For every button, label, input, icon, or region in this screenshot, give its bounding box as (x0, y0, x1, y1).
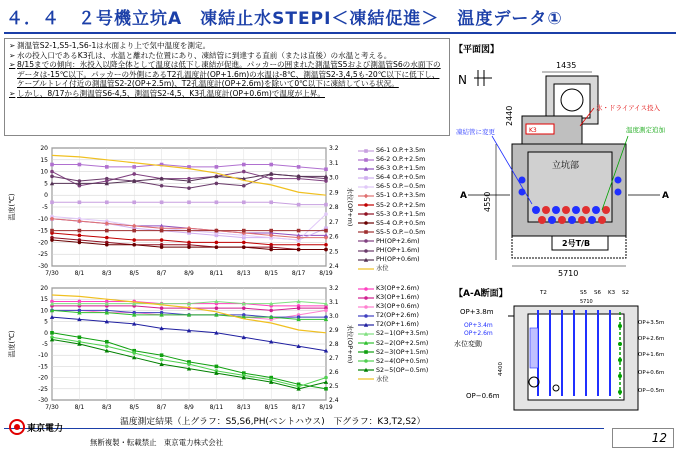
legend-marker (364, 221, 368, 225)
x-tick-label: 8/7 (156, 270, 167, 277)
x-tick-label: 8/1 (74, 270, 85, 277)
legend-swatch (358, 202, 374, 208)
data-point (242, 170, 246, 174)
op-06: OP+0.6m (638, 370, 665, 376)
y2-tick-label: 2.9 (329, 327, 339, 334)
note-2: ➢ 水の投入口であるK3孔は、水温と離れた位置にあり、凍結管に到達する直前（または直後）の水温と考える。 (9, 50, 392, 60)
y-tick-label: -25 (38, 251, 48, 259)
data-point (215, 182, 219, 186)
section-dim-top: 5710 (580, 299, 593, 305)
data-point (160, 238, 164, 242)
y-tick-label: 10 (40, 307, 48, 315)
company-logo (8, 417, 74, 443)
legend-label: PH(OP+2.6m) (376, 237, 420, 245)
legend-item (358, 201, 425, 210)
upper-chart-legend (358, 146, 425, 273)
legend-swatch (358, 322, 374, 328)
data-point (324, 387, 328, 391)
y-tick-label: -15 (38, 227, 48, 235)
y-tick-label: 0 (44, 192, 48, 200)
x-tick-label: 8/17 (291, 270, 306, 277)
data-point (269, 163, 273, 167)
x-tick-label: 8/9 (184, 270, 194, 277)
y2-tick-label: 3.2 (329, 145, 339, 152)
k3-label: K3 (529, 127, 537, 134)
data-point (242, 163, 246, 167)
water-label: 水位変動 (454, 340, 482, 348)
data-point (297, 248, 301, 252)
legend-marker (364, 203, 368, 207)
svg-text:N: N (458, 73, 467, 87)
data-point (324, 167, 328, 171)
data-point (78, 234, 82, 238)
legend-item (358, 311, 428, 320)
x-tick-label: 8/3 (101, 270, 112, 277)
dim-width: 5710 (558, 269, 579, 278)
section-label-s2: S2 (622, 290, 629, 296)
data-point (215, 306, 219, 310)
legend-swatch (358, 148, 374, 154)
data-point (105, 236, 109, 240)
legend-swatch (358, 376, 374, 382)
data-point (324, 229, 328, 233)
y2-tick-label: 2.4 (329, 263, 339, 270)
legend-label: S6-5 O.P.−0.5m (376, 183, 426, 191)
data-point (242, 200, 246, 204)
x-tick-label: 8/13 (237, 404, 251, 411)
data-point (50, 238, 54, 242)
svg-text:東京電力: 東京電力 (27, 424, 64, 434)
data-point (269, 177, 273, 181)
note-4: ➢ しかし、8/17から測温管S6-4,5、測温管S2-4,5、K3孔温度計(OP+0.6m)で温度が上昇。 (9, 88, 325, 98)
footer-rule (4, 428, 604, 429)
x-tick-label: 7/30 (45, 404, 59, 411)
legend-item (358, 164, 425, 173)
data-point (215, 229, 219, 233)
legend-label: S2−1(OP+3.5m) (376, 330, 429, 338)
y2-tick-label: 3.2 (329, 285, 339, 292)
legend-label: PH(OP+0.6m) (376, 256, 420, 264)
legend-marker (364, 158, 368, 162)
data-point (187, 229, 191, 233)
legend-item (358, 146, 425, 155)
legend-item (358, 339, 428, 348)
data-point (215, 365, 219, 369)
legend-marker (364, 212, 368, 216)
legend-marker (364, 176, 368, 180)
y2-axis-label: 水位(OP+m) (346, 187, 354, 227)
y-tick-label: -5 (42, 204, 48, 211)
legend-item (358, 155, 425, 164)
op-left-ann1: OP+3.4m (464, 322, 493, 329)
data-point (160, 200, 164, 204)
y2-tick-label: 2.9 (329, 189, 339, 197)
legend-swatch (358, 257, 374, 263)
legend-item (358, 348, 428, 357)
legend-swatch (358, 313, 374, 319)
legend-item (358, 182, 425, 191)
section-label-t2: T2 (540, 290, 547, 296)
data-point (105, 177, 109, 181)
legend-label: S2−2(OP+2.5m) (376, 339, 429, 347)
legend-swatch (358, 193, 374, 199)
op-26: OP+2.6m (638, 336, 665, 342)
x-tick-label: 8/15 (264, 404, 278, 411)
legend-marker (364, 194, 369, 199)
data-point (187, 200, 191, 204)
y2-axis-label: 水位(OP+m) (346, 324, 354, 364)
y-tick-label: 20 (40, 145, 48, 152)
data-point (105, 340, 109, 344)
y-axis-label: 温度(℃) (8, 330, 16, 358)
op-top: OP+3.8m (460, 308, 494, 316)
data-point (132, 243, 136, 247)
legend-swatch (358, 358, 374, 364)
dim-left: 2440 (505, 105, 514, 126)
data-point (50, 170, 54, 174)
x-tick-label: 8/13 (237, 270, 251, 277)
op-35: OP+3.5m (638, 320, 665, 326)
legend-label: S6-2 O.P.+2.5m (376, 156, 426, 164)
data-point (215, 165, 219, 169)
legend-item (358, 375, 428, 384)
y-tick-label: -5 (42, 341, 48, 348)
legend-marker (364, 149, 368, 153)
legend-marker (364, 231, 368, 235)
y-tick-label: 20 (40, 285, 48, 292)
legend-label: K3(OP+1.6m) (376, 294, 420, 302)
legend-label: 水位 (376, 265, 389, 273)
y-tick-label: -15 (38, 363, 48, 371)
legend-swatch (358, 211, 374, 217)
data-point (105, 200, 109, 204)
legend-swatch (358, 175, 374, 181)
legend-item (358, 293, 428, 302)
data-point (215, 245, 219, 249)
x-tick-label: 8/15 (264, 270, 278, 277)
legend-swatch (358, 295, 374, 301)
legend-label: S5-1 O.P.+3.5m (376, 192, 426, 200)
data-point (132, 351, 136, 355)
y2-tick-label: 2.4 (329, 397, 339, 404)
data-point (160, 245, 164, 249)
y-tick-label: 5 (44, 180, 48, 188)
x-tick-label: 8/5 (129, 270, 140, 277)
plan-view-diagram (452, 40, 676, 282)
legend-item (358, 329, 428, 338)
data-point (105, 243, 109, 247)
note-freeze: 凍結管に変更 (456, 128, 495, 136)
data-point (242, 184, 246, 188)
legend-item (358, 320, 428, 329)
data-point (297, 243, 301, 247)
data-point (50, 163, 54, 167)
legend-item (358, 191, 425, 200)
notes-box (4, 38, 450, 136)
legend-swatch (358, 266, 374, 272)
data-point (215, 200, 219, 204)
data-point (269, 229, 273, 233)
data-point (78, 241, 82, 245)
data-point (324, 376, 328, 380)
legend-item (358, 284, 428, 293)
legend-swatch (358, 340, 374, 346)
note-3: ➢ 8/15までの傾向：氷投入以降全体として温度は低下し凍結が促進。パッカーの囲まれた測温管S5および測温管S6の水面下のデータは-15℃以下。パッカーの外側にあるT2孔温度計(OP+1.6m)の水温は-8℃、測温管S2-3,4,5も-20℃以下に低下し、ケーブルトレイ付近の測温管S2-2(OP+2.5m)、T2孔温度計(OP+2.6m)を除いて0℃以下に凍結している状況。 (9, 60, 441, 89)
data-point (297, 165, 301, 169)
x-tick-label: 8/1 (74, 404, 85, 411)
legend-label: K3(OP+0.6m) (376, 303, 420, 311)
x-tick-label: 8/17 (291, 404, 306, 411)
note-1: ➢ 測温管S2-1,S5-1,S6-1は水面より上で気中温度を測定。 (9, 41, 211, 50)
data-point (187, 362, 191, 366)
north-arrow (458, 70, 492, 87)
data-point (324, 248, 328, 252)
data-point (242, 245, 246, 249)
data-point (269, 248, 273, 252)
data-point (160, 184, 164, 188)
data-point (50, 229, 54, 233)
data-point (105, 165, 109, 169)
legend-marker (364, 305, 368, 309)
legend-item (358, 255, 425, 264)
legend-marker (364, 296, 368, 300)
legend-item (358, 357, 428, 366)
y2-tick-label: 2.7 (329, 355, 339, 362)
legend-label: S5-4 O.P.+0.5m (376, 219, 426, 227)
section-label-k3: K3 (608, 290, 616, 296)
legend-item (358, 210, 425, 219)
section-a-left: A (460, 191, 467, 201)
legend-item (358, 219, 425, 228)
legend-label: S5-3 O.P.+1.5m (376, 210, 426, 218)
data-point (105, 229, 109, 233)
data-point (160, 358, 164, 362)
legend-label: S2−3(OP+1.5m) (376, 348, 429, 356)
legend-marker (364, 359, 368, 363)
data-point (324, 203, 328, 207)
y-axis-label: 温度(℃) (8, 193, 16, 221)
y2-tick-label: 2.5 (329, 248, 339, 256)
data-point (105, 344, 109, 348)
data-point (160, 306, 164, 310)
y2-tick-label: 3.0 (329, 313, 339, 320)
data-point (50, 175, 54, 179)
legend-label: 水位 (376, 375, 389, 383)
data-point (297, 306, 301, 310)
legend-label: S2−5(OP−0.5m) (376, 366, 429, 374)
legend-swatch (358, 349, 374, 355)
data-point (324, 243, 328, 247)
legend-marker (364, 314, 368, 318)
data-point (78, 229, 82, 233)
data-point (297, 203, 301, 207)
legend-marker (364, 350, 368, 354)
legend-marker (364, 240, 368, 244)
title-underline (4, 32, 676, 34)
x-tick-label: 8/19 (319, 270, 333, 277)
legend-item (358, 264, 425, 273)
legend-swatch (358, 248, 374, 254)
data-point (242, 229, 246, 233)
legend-swatch (358, 184, 374, 190)
y2-tick-label: 2.5 (329, 383, 339, 390)
y-tick-label: 15 (40, 296, 48, 304)
op-left-ann2: OP+2.6m (464, 330, 493, 337)
note-ice: 氷・ドライアイス投入 (596, 104, 660, 112)
dim-top: 1435 (556, 61, 577, 70)
y2-tick-label: 2.6 (329, 369, 339, 376)
section-view-diagram (452, 286, 676, 424)
y-tick-label: -10 (38, 352, 48, 360)
y-tick-label: 0 (44, 329, 48, 337)
legend-label: K3(OP+2.6m) (376, 285, 420, 292)
legend-item (358, 246, 425, 255)
x-tick-label: 8/19 (319, 404, 333, 411)
legend-swatch (358, 238, 374, 244)
op-16: OP+1.6m (638, 352, 665, 358)
data-point (324, 212, 328, 216)
legend-label: PH(OP+1.6m) (376, 247, 420, 255)
footer-notice: 無断複製・転載禁止 東京電力株式会社 (90, 438, 224, 447)
y2-tick-label: 2.8 (329, 341, 339, 348)
y-tick-label: -20 (38, 374, 48, 382)
y-tick-label: -20 (38, 239, 48, 247)
data-point (187, 245, 191, 249)
y-tick-label: -30 (38, 397, 48, 404)
plan-title: 【平面図】 (454, 45, 500, 55)
legend-label: T2(OP+1.6m) (376, 321, 419, 329)
y2-tick-label: 2.6 (329, 233, 339, 241)
data-point (269, 309, 273, 313)
data-point (50, 200, 54, 204)
x-tick-label: 8/11 (209, 404, 224, 411)
upper-temperature-chart (4, 142, 352, 280)
legend-item (358, 366, 428, 375)
section-title: 【A-A断面】 (454, 289, 508, 299)
note-temp: 温度測定追加 (626, 126, 665, 134)
y-tick-label: 5 (44, 318, 48, 326)
op-bottom: OP−0.6m (466, 392, 500, 400)
data-point (132, 172, 136, 176)
legend-swatch (358, 157, 374, 163)
data-point (78, 200, 82, 204)
data-point (50, 331, 54, 335)
legend-swatch (358, 229, 374, 235)
data-point (187, 186, 191, 190)
data-point (132, 165, 136, 169)
legend-label: S6-1 O.P.+3.5m (376, 147, 426, 154)
x-tick-label: 8/5 (129, 404, 140, 411)
y-tick-label: -25 (38, 385, 48, 393)
op-m05: OP−0.5m (638, 388, 665, 394)
y-tick-label: -10 (38, 215, 48, 223)
trench-label: 2号T/B (562, 239, 591, 248)
x-tick-label: 8/3 (101, 404, 112, 411)
y-tick-label: 10 (40, 168, 48, 176)
data-point (132, 238, 136, 242)
legend-label: S6-3 O.P.+1.5m (376, 165, 426, 173)
legend-swatch (358, 220, 374, 226)
lower-chart-legend (358, 284, 428, 384)
page-number: 12 (612, 428, 674, 448)
lower-temperature-chart (4, 282, 352, 414)
x-tick-label: 7/30 (45, 270, 59, 277)
legend-item (358, 302, 428, 311)
y2-tick-label: 2.8 (329, 204, 339, 211)
dim-side: 4400 (498, 362, 504, 376)
legend-swatch (358, 331, 374, 337)
legend-item (358, 228, 425, 237)
section-a-right: A (662, 191, 669, 201)
legend-swatch (358, 166, 374, 172)
shaft-label: 立坑部 (552, 161, 580, 171)
x-tick-label: 8/9 (184, 404, 194, 411)
section-label-s6: S6 (594, 290, 601, 296)
legend-label: T2(OP+2.6m) (376, 312, 419, 320)
legend-marker (364, 287, 368, 291)
y-tick-label: -30 (38, 263, 48, 270)
page-title: ４．４ ２号機立坑A 凍結止水STEPⅠ＜凍結促進＞ 温度データ① (6, 9, 563, 29)
data-point (78, 163, 82, 167)
x-tick-label: 8/7 (156, 404, 167, 411)
x-tick-label: 8/11 (209, 270, 224, 277)
chart-caption: 温度測定結果（上グラフ：S5,S6,PH(ペントハウス) 下グラフ：K3,T2,S2） (120, 417, 426, 427)
data-point (297, 229, 301, 233)
legend-swatch (358, 367, 374, 373)
data-point (160, 229, 164, 233)
y2-tick-label: 2.7 (329, 218, 339, 226)
legend-item (358, 237, 425, 246)
legend-label: S6-4 O.P.+0.5m (376, 174, 426, 182)
section-label-s5: S5 (580, 290, 587, 296)
legend-swatch (358, 304, 374, 310)
data-point (269, 200, 273, 204)
y2-tick-label: 3.0 (329, 174, 339, 182)
data-point (78, 335, 82, 339)
data-point (242, 306, 246, 310)
data-point (324, 309, 328, 313)
legend-marker (364, 249, 368, 253)
legend-label: S2−4(OP+0.5m) (376, 357, 429, 365)
y2-tick-label: 3.1 (329, 159, 339, 167)
data-point (160, 353, 164, 357)
data-point (215, 241, 219, 245)
legend-item (358, 173, 425, 182)
legend-swatch (358, 286, 374, 292)
dim-height: 4550 (483, 191, 492, 212)
data-point (242, 241, 246, 245)
legend-label: S5-5 O.P.−0.5m (376, 228, 426, 236)
y2-tick-label: 3.1 (329, 299, 339, 306)
y-tick-label: 15 (40, 156, 48, 164)
legend-label: S5-2 O.P.+2.5m (376, 201, 426, 209)
data-point (132, 200, 136, 204)
data-point (132, 229, 136, 233)
legend-marker (364, 185, 368, 189)
